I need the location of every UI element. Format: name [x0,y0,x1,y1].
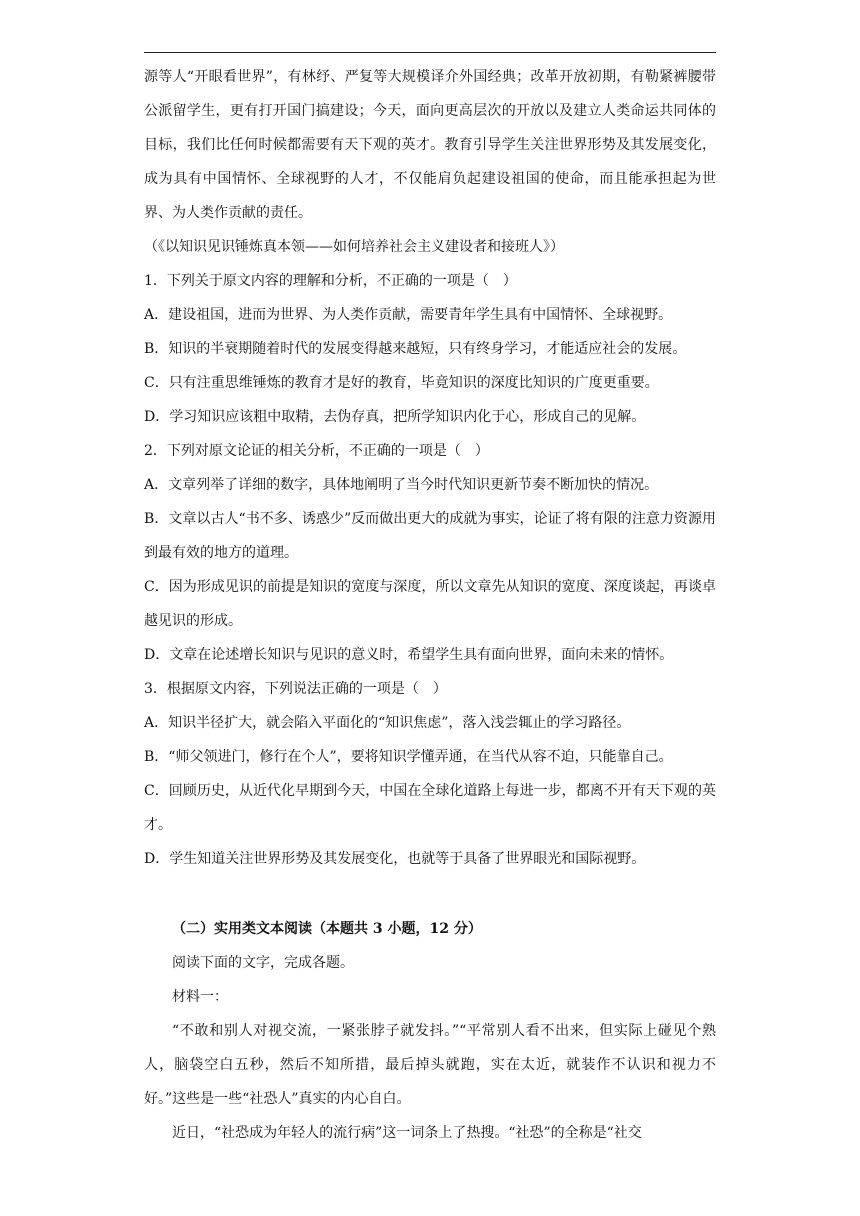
header-rule [144,52,716,53]
option-b: B．“师父领进门，修行在个人”，要将知识学懂弄通，在当代从容不迫，只能靠自己。 [144,749,673,765]
material-paragraph: “不敢和别人对视交流，一紧张脖子就发抖。”“平常别人看不出来，但实际上碰见个熟人，脑袋空白五秒，然后不知所措，最后掉头就跑，实在太近，就装作不认识和视力不好。”这些是一些“社恐人”真实的内心自白。 [144,1023,716,1107]
option-b: B．知识的半衰期随着时代的发展变得越来越短，只有终身学习，才能适应社会的发展。 [144,341,687,357]
option-d: D．学习知识应该粗中取精，去伪存真，把所学知识内化于心，形成自己的见解。 [144,409,646,425]
question-3 [144,672,716,876]
material-paragraph: 近日，“社恐成为年轻人的流行病”这一词条上了热搜。“社恐”的全称是“社交 [172,1125,642,1141]
document-page [144,60,716,1150]
option-c: C．只有注重思维锤炼的教育才是好的教育，毕竟知识的深度比知识的广度更重要。 [144,375,659,391]
question-stem: 1．下列关于原文内容的理解和分析，不正确的一项是（ ） [144,273,517,289]
option-d: D．学生知道关注世界形势及其发展变化，也就等于具备了世界眼光和国际视野。 [144,851,646,867]
option-a: A．知识半径扩大，就会陷入平面化的“知识焦虑”，落入浅尝辄止的学习路径。 [144,715,631,731]
option-b: B．文章以古人“书不多、诱惑少”反而做出更大的成就为事实，论证了将有限的注意力资源用到最有效的地方的道理。 [144,511,716,561]
instruction: 阅读下面的文字，完成各题。 [172,955,354,971]
option-d: D．文章在论述增长知识与见识的意义时，希望学生具有面向世界，面向未来的情怀。 [144,647,674,663]
option-a: A．文章列举了详细的数字，具体地阐明了当今时代知识更新节奏不断加快的情况。 [144,477,659,493]
question-stem: 3．根据原文内容，下列说法正确的一项是（ ） [144,681,447,697]
option-c: C．回顾历史，从近代化早期到今天，中国在全球化道路上每进一步，都离不开有天下观的英才。 [144,783,716,833]
material-label: 材料一： [172,989,228,1005]
section-title: （二）实用类文本阅读（本题共 3 小题，12 分） [172,921,482,937]
passage-source: （《以知识见识锤炼真本领——如何培养社会主义建设者和接班人》） [144,239,564,255]
option-c: C．因为形成见识的前提是知识的宽度与深度，所以文章先从知识的宽度、深度谈起，再谈卓越见识的形成。 [144,579,716,629]
option-a: A．建设祖国，进而为世界、为人类作贡献，需要青年学生具有中国情怀、全球视野。 [144,307,673,323]
passage-tail: 源等人“开眼看世界”，有林纾、严复等大规模译介外国经典；改革开放初期，有勒紧裤腰带公派留学生，更有打开国门搞建设；今天，面向更高层次的开放以及建立人类命运共同体的目标，我们比任何时候都需要有天下观的英才。教育引导学生关注世界形势及其发展变化，成为具有中国情怀、全球视野的人才，不仅能肩负起建设祖国的使命，而且能承担起为世界、为人类作贡献的责任。 [144,69,716,221]
question-1 [144,264,716,434]
question-2 [144,434,716,672]
question-stem: 2．下列对原文论证的相关分析，不正确的一项是（ ） [144,443,489,459]
